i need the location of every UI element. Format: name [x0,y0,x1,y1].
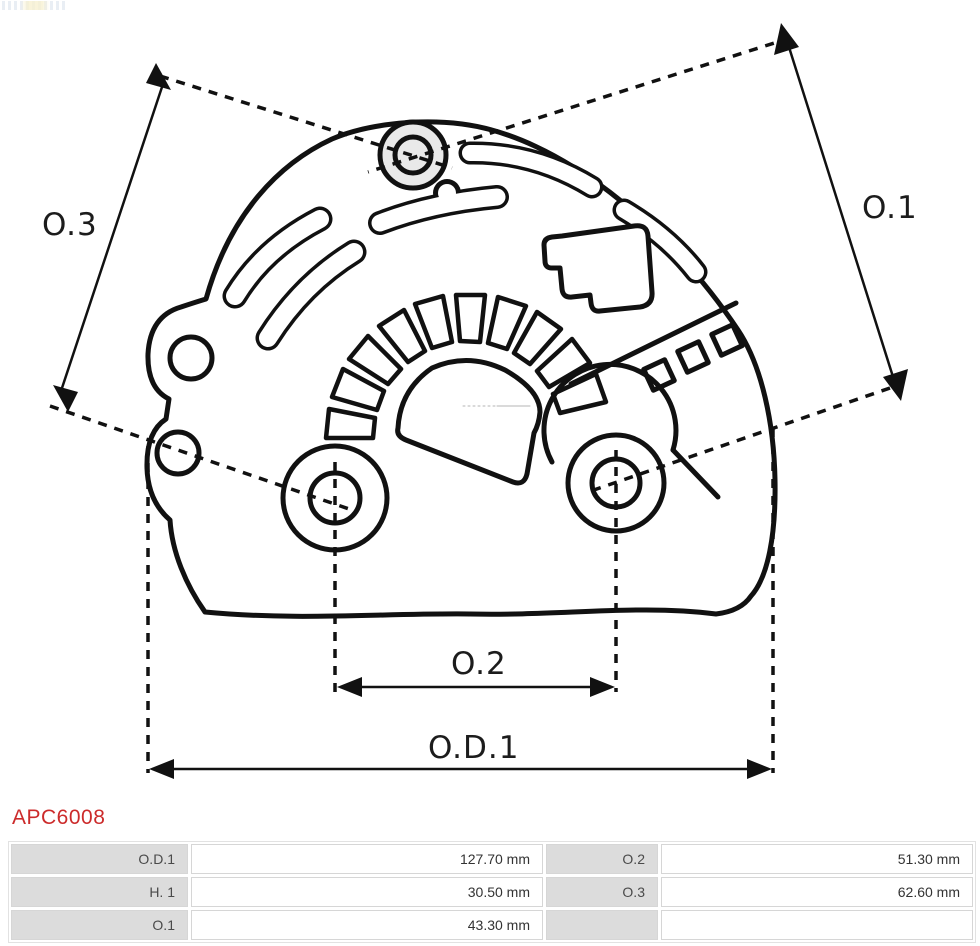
left-lower-hole [157,432,199,474]
spec-label: O.1 [11,910,188,940]
spec-label: O.3 [546,877,658,907]
spec-value [661,910,973,940]
spec-value: 62.60 mm [661,877,973,907]
dim-label-o3: O.3 [42,207,98,243]
left-upper-hole [170,337,212,379]
dim-label-o1: O.1 [862,190,918,226]
top-bolt-hole [380,122,446,188]
spec-value: 30.50 mm [191,877,543,907]
spec-label: O.D.1 [11,844,188,874]
spec-value: 43.30 mm [191,910,543,940]
spec-value: 51.30 mm [661,844,973,874]
spec-label: H. 1 [11,877,188,907]
dim-label-o2: O.2 [451,646,507,682]
part-number-title: APC6008 [12,806,106,829]
dimension-spec-table [8,841,976,943]
spec-value: 127.70 mm [191,844,543,874]
spec-label [546,910,658,940]
spec-label: O.2 [546,844,658,874]
dim-label-od1: O.D.1 [428,730,520,766]
